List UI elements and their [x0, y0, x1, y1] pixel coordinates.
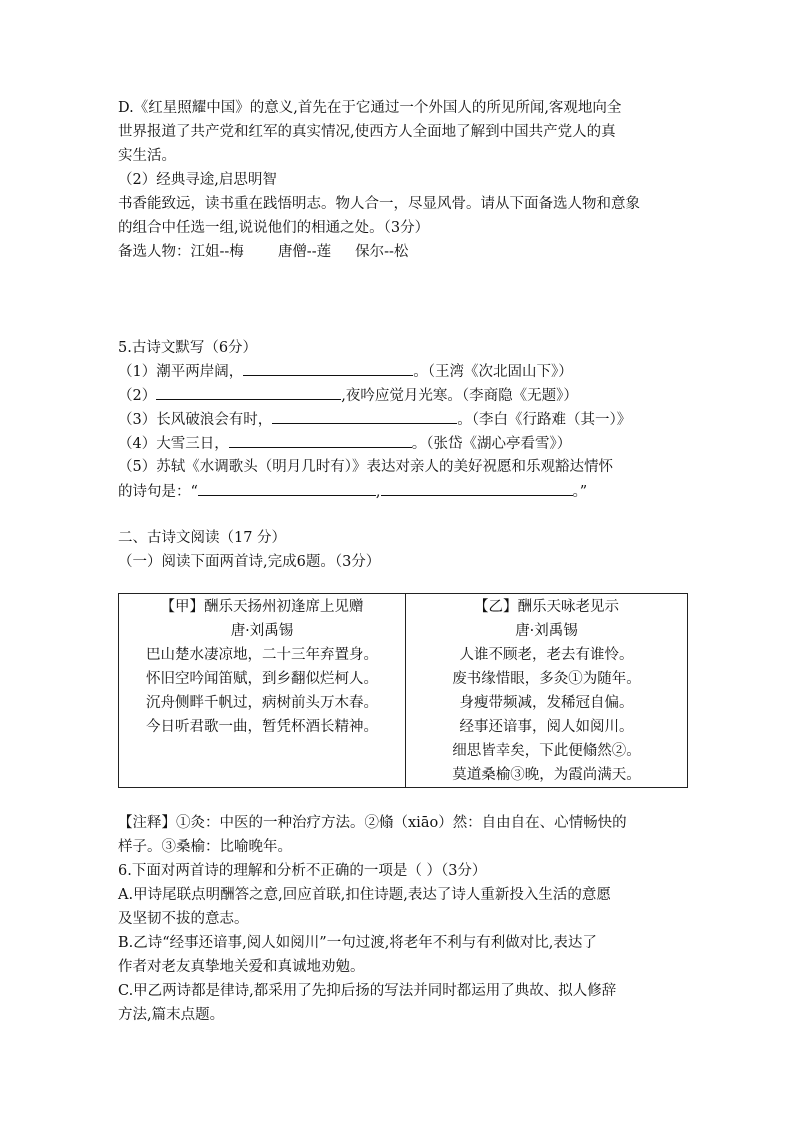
poem-jia-line-1: 巴山楚水凄凉地，二十三年弃置身。 [146, 647, 378, 663]
poem-jia-title: 【甲】酬乐天扬州初逢席上见赠 [160, 599, 364, 615]
notes-line-1: 【注释】①灸：中医的一种治疗方法。②翛（xiāo）然：自由自在、心情畅快的 [118, 815, 627, 831]
q6-option-b-line-1: B.乙诗“经事还谙事,阅人如阅川”一句过渡,将老年不利与有利做对比,表达了 [118, 935, 597, 951]
q4-part2-text-line-2: 的组合中任选一组,说说他们的相通之处。（3分） [118, 220, 430, 236]
poem-yi-cell [406, 594, 688, 788]
q5-answer-blank-1[interactable] [243, 359, 413, 376]
poem-yi-line-2: 废书缘惜眼，多灸①为随年。 [452, 671, 641, 687]
poem-jia-line-4: 今日听君歌一曲，暂凭杯酒长精神。 [146, 719, 378, 735]
q5-item-1-after: 。（王湾《次北固山下》） [413, 364, 573, 380]
poem-jia-author: 唐·刘禹锡 [230, 623, 294, 639]
q5-item-3 [118, 407, 631, 432]
q5-item-5-suffix: 。” [572, 484, 588, 500]
q6-option-b-line-2: 作者对老友真挚地关爱和真诚地劝勉。 [118, 959, 365, 975]
q5-item-3-before: （3）长风破浪会有时， [118, 412, 273, 428]
q5-answer-blank-3[interactable] [272, 407, 457, 424]
q4-option-d-line-2: 世界报道了共产党和红军的真实情况,使西方人全面地了解到中国共产党人的真 [118, 124, 616, 140]
q5-item-1 [118, 359, 573, 384]
candidate-2: 唐僧--莲 [277, 244, 332, 260]
poem-jia-cell [119, 594, 406, 788]
q5-answer-blank-5a[interactable] [198, 479, 376, 496]
q5-item-4-after: 。（张岱《湖心亭看雪》） [411, 436, 572, 452]
q5-item-4-before: （4）大雪三日， [118, 436, 229, 452]
poem-yi-line-3: 身瘦带频减，发稀冠自偏。 [459, 695, 634, 711]
poems-table [118, 593, 688, 788]
q6-option-a-line-2: 及坚韧不拔的意志。 [118, 911, 249, 927]
q5-item-4 [118, 431, 571, 456]
poem-yi-author: 唐·刘禹锡 [515, 623, 578, 639]
candidate-1: 备选人物：江姐--梅 [118, 244, 244, 260]
q5-item-2-before: （2） [118, 388, 157, 404]
q5-answer-blank-4[interactable] [229, 431, 412, 448]
poem-yi-line-4: 经事还谙事，阅人如阅川。 [459, 719, 634, 735]
q6-stem: 6.下面对两首诗的理解和分析不正确的一项是（ ）（3分） [118, 863, 487, 879]
q4-part2-text-line-1: 书香能致远，读书重在践悟明志。物人合一，尽显风骨。请从下面备选人物和意象 [118, 196, 640, 212]
q5-answer-blank-5b[interactable] [381, 479, 573, 496]
q5-item-3-after: 。（李白《行路难（其一）》 [457, 412, 632, 428]
q4-candidates [118, 240, 408, 264]
q6-option-c-line-1: C.甲乙两诗都是律诗,都采用了先抑后扬的写法并同时都运用了典故、拟人修辞 [118, 983, 617, 999]
poem-yi-line-1: 人谁不顾老，老去有谁怜。 [459, 647, 634, 663]
q5-item-2-after: ,夜吟应觉月光寒。（李商隐《无题》） [341, 388, 578, 404]
poem-yi-line-5: 细思皆幸矣，下此便翛然②。 [452, 743, 641, 759]
q4-option-d-line-3: 实生活。 [118, 148, 176, 164]
q5-answer-blank-2[interactable] [156, 383, 341, 400]
q5-item-5-mid: , [375, 484, 381, 500]
q4-part2-title: （2）经典寻途,启思明智 [118, 172, 277, 188]
q6-option-c-line-2: 方法,篇末点题。 [118, 1007, 225, 1023]
q6-option-a-line-1: A.甲诗尾联点明酬答之意,回应首联,扣住诗题,表达了诗人重新投入生活的意愿 [118, 887, 611, 903]
poem-yi-line-6: 莫道桑榆③晚，为霞尚满天。 [452, 767, 641, 783]
q5-item-2 [118, 383, 578, 408]
q5-item-5-prefix: 的诗句是：“ [118, 484, 198, 500]
q5-item-5-line-1: （5）苏轼《水调歌头（明月几时有）》表达对亲人的美好祝愿和乐观豁达情怀 [118, 459, 613, 475]
poem-yi-title: 【乙】酬乐天咏老见示 [474, 599, 619, 615]
section-2-sub1: （一）阅读下面两首诗,完成6题。（3分） [118, 554, 381, 570]
q4-option-d-line-1: D.《红星照耀中国》的意义,首先在于它通过一个外国人的所见所闻,客观地向全 [118, 100, 622, 116]
poem-jia-line-2: 怀旧空吟闻笛赋，到乡翻似烂柯人。 [146, 671, 378, 687]
q5-title: 5.古诗文默写（6分） [118, 340, 258, 356]
q5-item-1-before: （1）潮平两岸阔， [118, 364, 244, 380]
section-2-title: 二、古诗文阅读（17 分） [118, 530, 287, 546]
q5-item-5-line-2 [118, 479, 587, 504]
candidate-3: 保尔--松 [355, 244, 409, 260]
poem-jia-line-3: 沉舟侧畔千帆过，病树前头万木春。 [146, 695, 378, 711]
notes-line-2: 样子。③桑榆：比喻晚年。 [118, 839, 292, 855]
